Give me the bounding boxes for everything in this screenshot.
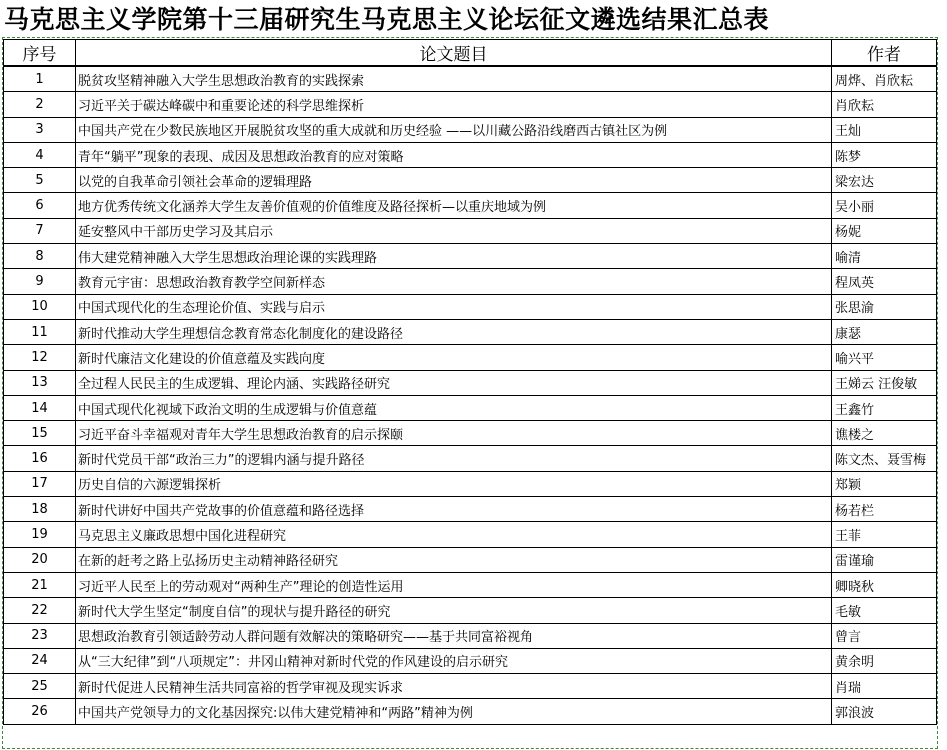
- row-author[interactable]: 肖瑞: [832, 674, 937, 699]
- row-topic[interactable]: 马克思主义廉政思想中国化进程研究: [76, 522, 832, 547]
- row-topic[interactable]: 脱贫攻坚精神融入大学生思想政治教育的实践探索: [76, 66, 832, 92]
- row-index[interactable]: 21: [4, 572, 76, 597]
- row-author[interactable]: 黄余明: [832, 648, 937, 673]
- table-row: [4, 497, 937, 522]
- row-topic[interactable]: 习近平奋斗幸福观对青年大学生思想政治教育的启示探颐: [76, 421, 832, 446]
- row-index[interactable]: 22: [4, 598, 76, 623]
- table-header-row: [4, 40, 937, 67]
- row-topic[interactable]: 全过程人民民主的生成逻辑、理论内涵、实践路径研究: [76, 370, 832, 395]
- table-row: [4, 193, 937, 218]
- row-index[interactable]: 12: [4, 345, 76, 370]
- row-topic[interactable]: 习近平关于碳达峰碳中和重要论述的科学思维探析: [76, 92, 832, 117]
- row-author[interactable]: 郑颖: [832, 471, 937, 496]
- row-author[interactable]: 梁宏达: [832, 168, 937, 193]
- row-author[interactable]: 曾言: [832, 623, 937, 648]
- sheet-title: 马克思主义学院第十三届研究生马克思主义论坛征文遴选结果汇总表: [4, 5, 770, 34]
- row-author[interactable]: 陈文杰、聂雪梅: [832, 446, 937, 471]
- table-row: [4, 117, 937, 142]
- row-index[interactable]: 9: [4, 269, 76, 294]
- row-topic[interactable]: 从“三大纪律”到“八项规定”：井冈山精神对新时代党的作风建设的启示研究: [76, 648, 832, 673]
- row-topic[interactable]: 延安整风中干部历史学习及其启示: [76, 218, 832, 243]
- row-author[interactable]: 王灿: [832, 117, 937, 142]
- row-topic[interactable]: 新时代促进人民精神生活共同富裕的哲学审视及现实诉求: [76, 674, 832, 699]
- row-author[interactable]: 康瑟: [832, 319, 937, 344]
- table-row: [4, 269, 937, 294]
- row-index[interactable]: 2: [4, 92, 76, 117]
- table-row: [4, 547, 937, 572]
- row-topic[interactable]: 新时代讲好中国共产党故事的价值意蕴和路径选择: [76, 497, 832, 522]
- row-index[interactable]: 5: [4, 168, 76, 193]
- row-author[interactable]: 谯楼之: [832, 421, 937, 446]
- row-index[interactable]: 4: [4, 142, 76, 167]
- table-row: [4, 572, 937, 597]
- table-row: [4, 168, 937, 193]
- row-topic[interactable]: 中国式现代化的生态理论价值、实践与启示: [76, 294, 832, 319]
- row-author[interactable]: 郭浪波: [832, 699, 937, 724]
- row-topic[interactable]: 新时代廉洁文化建设的价值意蕴及实践向度: [76, 345, 832, 370]
- row-author[interactable]: 周烨、肖欣耘: [832, 66, 937, 92]
- row-index[interactable]: 24: [4, 648, 76, 673]
- row-index[interactable]: 15: [4, 421, 76, 446]
- row-index[interactable]: 3: [4, 117, 76, 142]
- row-index[interactable]: 16: [4, 446, 76, 471]
- row-author[interactable]: 张思渝: [832, 294, 937, 319]
- row-index[interactable]: 14: [4, 395, 76, 420]
- row-author[interactable]: 杨若栏: [832, 497, 937, 522]
- table-row: [4, 623, 937, 648]
- row-index[interactable]: 26: [4, 699, 76, 724]
- table-row: [4, 421, 937, 446]
- header-author[interactable]: 作者: [832, 40, 937, 67]
- row-index[interactable]: 10: [4, 294, 76, 319]
- row-author[interactable]: 喻清: [832, 244, 937, 269]
- row-author[interactable]: 雷谨瑜: [832, 547, 937, 572]
- table-row: [4, 395, 937, 420]
- row-index[interactable]: 6: [4, 193, 76, 218]
- row-topic[interactable]: 历史自信的六源逻辑探析: [76, 471, 832, 496]
- row-topic[interactable]: 地方优秀传统文化涵养大学生友善价值观的价值维度及路径探析—以重庆地域为例: [76, 193, 832, 218]
- table-row: [4, 370, 937, 395]
- table-row: [4, 66, 937, 92]
- table-row: [4, 648, 937, 673]
- row-topic[interactable]: 思想政治教育引领适龄劳动人群问题有效解决的策略研究——基于共同富裕视角: [76, 623, 832, 648]
- table-row: [4, 598, 937, 623]
- table-row: [4, 319, 937, 344]
- row-topic[interactable]: 以党的自我革命引领社会革命的逻辑理路: [76, 168, 832, 193]
- row-author[interactable]: 肖欣耘: [832, 92, 937, 117]
- header-topic[interactable]: 论文题目: [76, 40, 832, 67]
- table-row: [4, 218, 937, 243]
- results-table: [3, 39, 937, 725]
- row-author[interactable]: 吴小丽: [832, 193, 937, 218]
- row-index[interactable]: 8: [4, 244, 76, 269]
- header-index[interactable]: 序号: [4, 40, 76, 67]
- row-topic[interactable]: 青年“躺平”现象的表现、成因及思想政治教育的应对策略: [76, 142, 832, 167]
- table-row: [4, 522, 937, 547]
- row-topic[interactable]: 伟大建党精神融入大学生思想政治理论课的实践理路: [76, 244, 832, 269]
- row-author[interactable]: 王娣云 汪俊敏: [832, 370, 937, 395]
- row-index[interactable]: 20: [4, 547, 76, 572]
- table-row: [4, 446, 937, 471]
- table-row: [4, 92, 937, 117]
- table-row: [4, 471, 937, 496]
- row-topic[interactable]: 习近平人民至上的劳动观对“两种生产”理论的创造性运用: [76, 572, 832, 597]
- row-author[interactable]: 喻兴平: [832, 345, 937, 370]
- table-row: [4, 345, 937, 370]
- row-index[interactable]: 17: [4, 471, 76, 496]
- row-index[interactable]: 25: [4, 674, 76, 699]
- row-topic[interactable]: 中国共产党领导力的文化基因探究:以伟大建党精神和“两路”精神为例: [76, 699, 832, 724]
- row-index[interactable]: 18: [4, 497, 76, 522]
- row-topic[interactable]: 新时代大学生坚定“制度自信”的现状与提升路径的研究: [76, 598, 832, 623]
- row-author[interactable]: 王鑫竹: [832, 395, 937, 420]
- table-row: [4, 244, 937, 269]
- row-topic[interactable]: 教育元宇宙：思想政治教育教学空间新样态: [76, 269, 832, 294]
- row-topic[interactable]: 新时代党员干部“政治三力”的逻辑内涵与提升路径: [76, 446, 832, 471]
- row-topic[interactable]: 中国共产党在少数民族地区开展脱贫攻坚的重大成就和历史经验 ——以川藏公路沿线磨西古镇社区为例: [76, 117, 832, 142]
- row-author[interactable]: 程凤英: [832, 269, 937, 294]
- row-index[interactable]: 1: [4, 66, 76, 92]
- row-topic[interactable]: 新时代推动大学生理想信念教育常态化制度化的建设路径: [76, 319, 832, 344]
- row-index[interactable]: 13: [4, 370, 76, 395]
- row-index[interactable]: 11: [4, 319, 76, 344]
- row-topic[interactable]: 在新的赶考之路上弘扬历史主动精神路径研究: [76, 547, 832, 572]
- row-author[interactable]: 毛敏: [832, 598, 937, 623]
- table-row: [4, 674, 937, 699]
- table-row: [4, 699, 937, 724]
- table-row: [4, 294, 937, 319]
- row-index[interactable]: 7: [4, 218, 76, 243]
- row-author[interactable]: 杨妮: [832, 218, 937, 243]
- row-index[interactable]: 23: [4, 623, 76, 648]
- row-author[interactable]: 王菲: [832, 522, 937, 547]
- table-row: [4, 142, 937, 167]
- row-author[interactable]: 卿晓秋: [832, 572, 937, 597]
- row-author[interactable]: 陈梦: [832, 142, 937, 167]
- row-topic[interactable]: 中国式现代化视域下政治文明的生成逻辑与价值意蕴: [76, 395, 832, 420]
- row-index[interactable]: 19: [4, 522, 76, 547]
